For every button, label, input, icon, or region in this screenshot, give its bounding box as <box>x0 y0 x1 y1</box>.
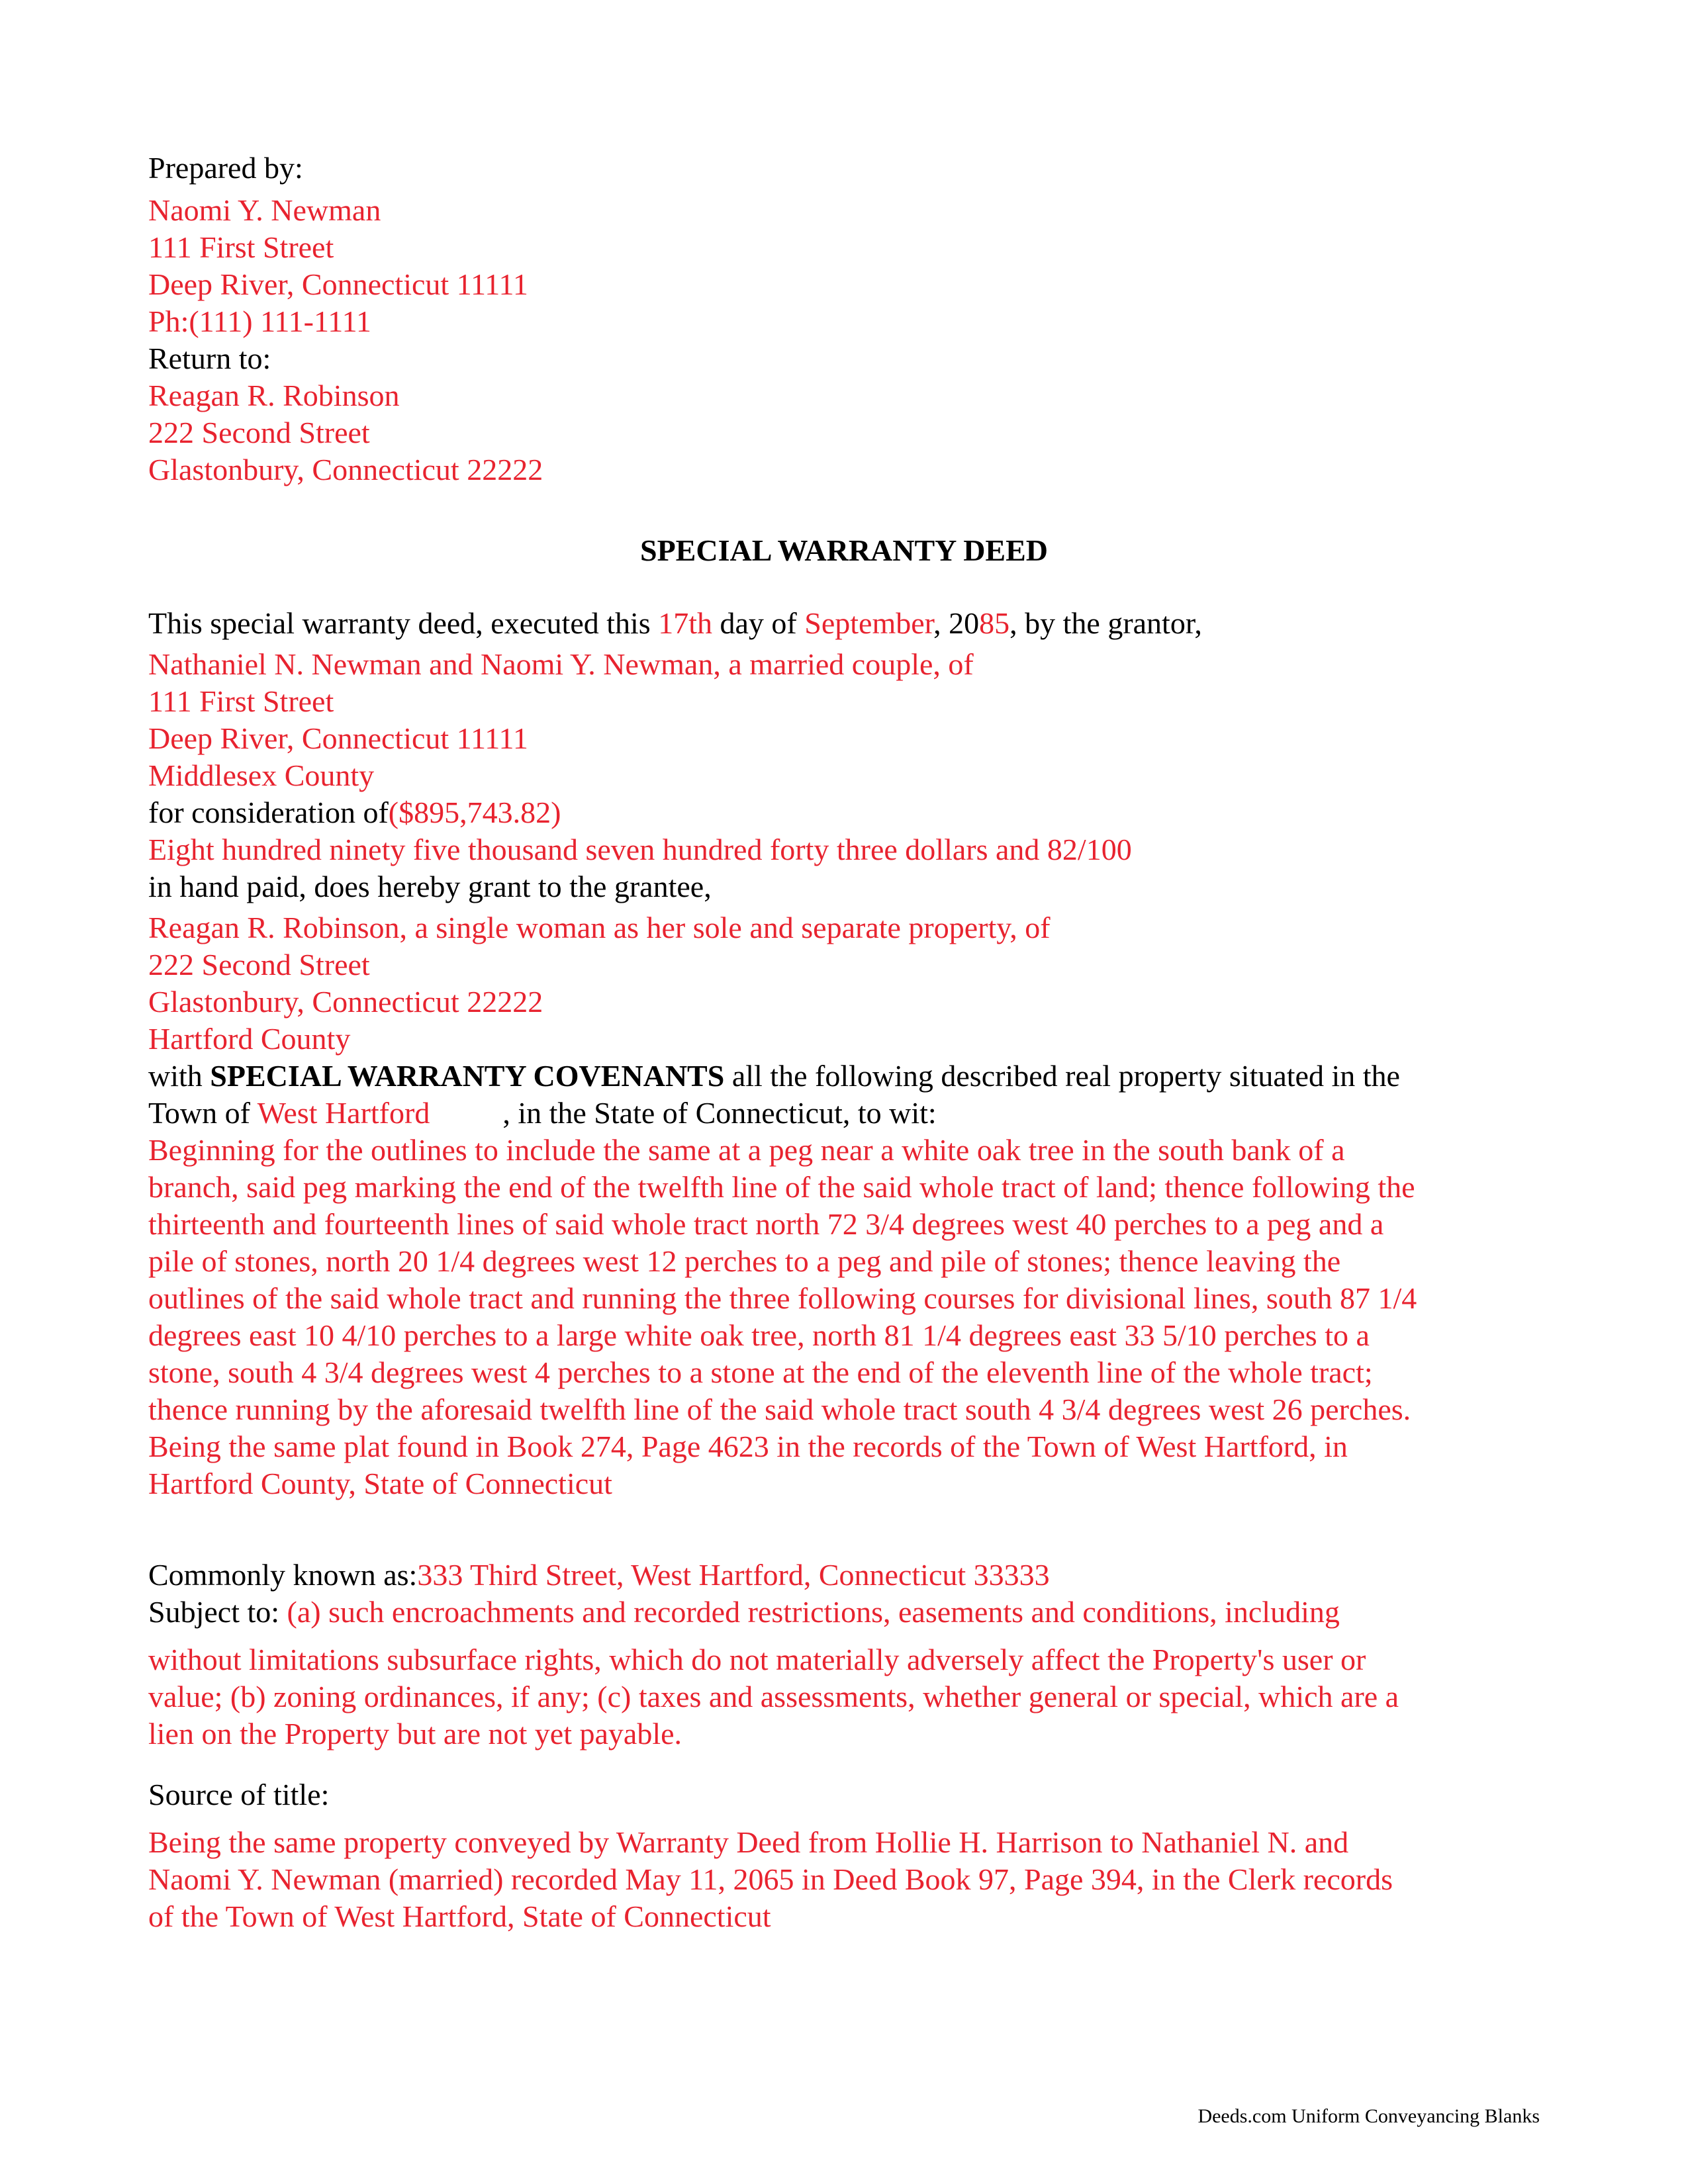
source-of-title-label: Source of title: <box>148 1778 330 1811</box>
consideration-amount: ($895,743.82) <box>388 796 561 829</box>
grantee-block <box>148 909 1400 1132</box>
preparer-city-state: Deep River, Connecticut 11111 <box>148 267 528 301</box>
subject-to-line-cont: lien on the Property but are not yet payable. <box>148 1717 682 1751</box>
subject-to-line-cont: value; (b) zoning ordinances, if any; (c) taxes and assessments, whether general or special, which are a <box>148 1680 1399 1713</box>
grantor-names: Nathaniel N. Newman and Naomi Y. Newman, a married couple, of <box>148 647 974 681</box>
subject-to-continued <box>148 1641 1399 1752</box>
legal-line: Hartford County, State of Connecticut <box>148 1467 612 1500</box>
legal-line: Being the same plat found in Book 274, Page 4623 in the records of the Town of West Hartford, in <box>148 1430 1348 1463</box>
consideration-line <box>148 794 1132 831</box>
execution-month: September <box>804 606 934 640</box>
preparer-street: 111 First Street <box>148 230 334 264</box>
legal-line: thence running by the aforesaid twelfth line of the said whole tract south 4 3/4 degrees west 26 perches. <box>148 1392 1411 1426</box>
legal-line: thirteenth and fourteenth lines of said whole tract north 72 3/4 degrees west 40 perches to a peg and a <box>148 1207 1384 1241</box>
subject-to-first: (a) such encroachments and recorded restrictions, easements and conditions, including <box>287 1595 1340 1629</box>
subject-to-line <box>148 1594 1340 1631</box>
intro-day-of: day of <box>720 606 797 640</box>
grantor-county: Middlesex County <box>148 758 375 792</box>
intro-year-prefix: , 20 <box>933 606 980 640</box>
grantor-city-state: Deep River, Connecticut 11111 <box>148 721 528 755</box>
commonly-known-label: Commonly known as: <box>148 1558 418 1592</box>
return-to-label: Return to: <box>148 341 271 375</box>
grantee-street: 222 Second Street <box>148 948 370 981</box>
covenants-with: with <box>148 1059 203 1093</box>
subject-to-line-cont: without limitations subsurface rights, which do not materially adversely affect the Property's user or <box>148 1643 1366 1676</box>
legal-line: branch, said peg marking the end of the twelfth line of the said whole tract of land; thence following the <box>148 1170 1415 1204</box>
town-name: West Hartford <box>257 1096 430 1130</box>
grant-text: in hand paid, does hereby grant to the grantee, <box>148 870 712 903</box>
legal-line: stone, south 4 3/4 degrees west 4 perches to a stone at the end of the eleventh line of the whole tract; <box>148 1355 1373 1389</box>
grantee-city-state: Glastonbury, Connecticut 22222 <box>148 985 543 1019</box>
intro-line <box>148 605 1538 642</box>
deed-intro <box>148 605 1538 642</box>
consideration-label: for consideration of <box>148 796 389 829</box>
source-line: Naomi Y. Newman (married) recorded May 11, 2065 in Deed Book 97, Page 394, in the Clerk records <box>148 1862 1393 1896</box>
document-title: SPECIAL WARRANTY DEED <box>639 533 1048 567</box>
subject-to-label: Subject to: <box>148 1595 280 1629</box>
legal-line: degrees east 10 4/10 perches to a large white oak tree, north 81 1/4 degrees east 33 5/10 perches to a <box>148 1318 1370 1352</box>
town-line <box>148 1095 1400 1132</box>
header-addresses <box>148 150 543 488</box>
grantor-street: 111 First Street <box>148 684 334 718</box>
source-line: of the Town of West Hartford, State of Connecticut <box>148 1899 771 1933</box>
property-address: 333 Third Street, West Hartford, Connecticut 33333 <box>417 1558 1050 1592</box>
return-name: Reagan R. Robinson <box>148 379 400 412</box>
execution-day: 17th <box>658 606 712 640</box>
legal-description <box>148 1132 1417 1502</box>
legal-line: Beginning for the outlines to include the same at a peg near a white oak tree in the south bank of a <box>148 1133 1345 1167</box>
prepared-by-label: Prepared by: <box>148 151 303 185</box>
state-text: , in the State of Connecticut, to wit: <box>502 1096 937 1130</box>
grantor-block <box>148 646 1132 905</box>
source-of-title <box>148 1824 1393 1935</box>
town-of-label: Town of <box>148 1096 250 1130</box>
consideration-words: Eight hundred ninety five thousand seven hundred forty three dollars and 82/100 <box>148 833 1132 866</box>
source-line: Being the same property conveyed by Warranty Deed from Hollie H. Harrison to Nathaniel N. and <box>148 1825 1349 1859</box>
legal-line: outlines of the said whole tract and running the three following courses for divisional lines, south 87 1/4 <box>148 1281 1417 1315</box>
covenants-bold: SPECIAL WARRANTY COVENANTS <box>210 1059 725 1093</box>
property-address-block <box>148 1557 1340 1631</box>
preparer-phone: Ph:(111) 111-1111 <box>148 304 371 338</box>
grantee-names: Reagan R. Robinson, a single woman as her sole and separate property, of <box>148 911 1051 944</box>
commonly-known-line <box>148 1557 1340 1594</box>
return-city-state: Glastonbury, Connecticut 22222 <box>148 453 543 486</box>
intro-prefix: This special warranty deed, executed this <box>148 606 651 640</box>
intro-by-grantor: , by the grantor, <box>1009 606 1202 640</box>
return-street: 222 Second Street <box>148 416 370 449</box>
covenants-rest: all the following described real property situated in the <box>731 1059 1400 1093</box>
execution-year-suffix: 85 <box>979 606 1010 640</box>
preparer-name: Naomi Y. Newman <box>148 193 381 227</box>
covenants-line <box>148 1058 1400 1095</box>
legal-line: pile of stones, north 20 1/4 degrees west 12 perches to a peg and pile of stones; thence leaving the <box>148 1244 1341 1278</box>
grantee-county: Hartford County <box>148 1022 351 1056</box>
footer-text: Deeds.com Uniform Conveyancing Blanks <box>1197 2105 1540 2127</box>
